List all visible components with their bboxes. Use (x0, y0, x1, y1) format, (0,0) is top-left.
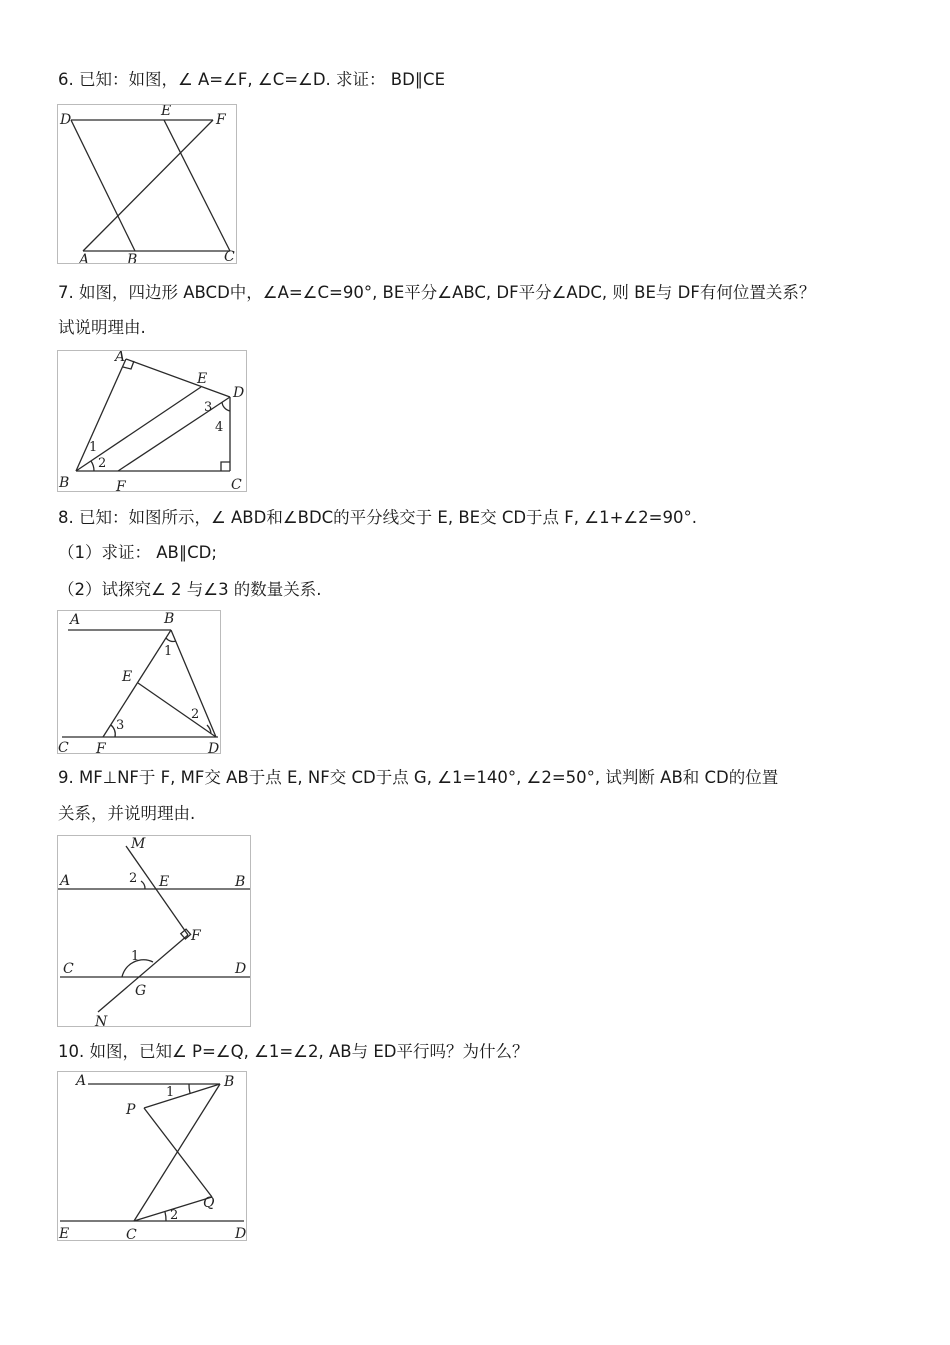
figure-9 (57, 835, 251, 1027)
label-angle-2: 2 (98, 456, 107, 471)
label-D: D (233, 385, 245, 401)
diagram-stroke (126, 846, 188, 935)
label-angle-1: 1 (131, 949, 140, 964)
label-F: F (116, 479, 126, 493)
label-E: E (159, 874, 170, 890)
problem-8-line1: 8. 已知：如图所示，∠ ABD和∠BDC的平分线交于 E, BE交 CD于点 F, ∠1+∠2=90°. (58, 508, 697, 527)
label-E: E (122, 669, 133, 685)
label-D: D (208, 741, 220, 755)
diagram-stroke (144, 1084, 220, 1108)
label-B: B (235, 874, 246, 890)
diagram-stroke (221, 462, 230, 471)
label-E: E (59, 1226, 70, 1242)
label-C: C (58, 740, 69, 755)
figure-9-diagram (58, 836, 251, 1027)
label-B: B (59, 475, 70, 491)
diagram-stroke (103, 630, 171, 737)
label-P: P (126, 1102, 136, 1118)
diagram-stroke (189, 1084, 190, 1093)
diagram-stroke (126, 359, 230, 397)
figure-8-diagram (58, 611, 221, 754)
problem-7-line2: 试说明理由. (58, 318, 146, 337)
problem-8-line2: （1）求证： AB∥CD; (58, 543, 217, 562)
label-A: A (60, 873, 71, 889)
label-E: E (197, 371, 208, 387)
diagram-stroke (91, 461, 94, 471)
figure-6 (57, 104, 237, 264)
label-A: A (76, 1073, 87, 1089)
label-E: E (161, 105, 172, 119)
label-A: A (79, 252, 90, 265)
label-F: F (216, 112, 226, 128)
problem-6-text: 6. 已知：如图，∠ A=∠F, ∠C=∠D. 求证： BD∥CE (58, 70, 446, 89)
problem-7-line1: 7. 如图，四边形 ABCD中，∠A=∠C=90°, BE平分∠ABC, DF平分∠ADC, 则 BE与 DF有何位置关系？ (58, 283, 816, 302)
label-C: C (126, 1227, 137, 1242)
label-M: M (131, 836, 146, 852)
figure-7 (57, 350, 247, 492)
problem-8-line3: （2）试探究∠ 2 与∠3 的数量关系. (58, 580, 322, 599)
problem-9-line2: 关系，并说明理由. (58, 804, 196, 823)
diagram-stroke (141, 881, 145, 889)
diagram-stroke (144, 1108, 212, 1197)
diagram-stroke (118, 397, 230, 471)
label-A: A (70, 612, 81, 628)
label-D: D (235, 1226, 247, 1242)
label-D: D (235, 961, 247, 977)
figure-10 (57, 1071, 247, 1241)
label-F: F (191, 928, 201, 944)
problem-10-text: 10. 如图，已知∠ P=∠Q, ∠1=∠2, AB与 ED平行吗？为什么？ (58, 1042, 529, 1061)
figure-7-diagram (58, 351, 247, 492)
label-angle-1: 1 (164, 644, 173, 659)
label-angle-2: 2 (170, 1208, 179, 1223)
label-D: D (60, 112, 72, 128)
label-B: B (224, 1074, 235, 1090)
label-G: G (135, 983, 147, 999)
label-A: A (115, 351, 126, 365)
label-angle-3: 3 (204, 400, 213, 415)
label-C: C (231, 477, 242, 493)
label-angle-2: 2 (129, 871, 138, 886)
problem-9-line1: 9. MF⊥NF于 F, MF交 AB于点 E, NF交 CD于点 G, ∠1=140°, ∠2=50°, 试判断 AB和 CD的位置 (58, 768, 779, 787)
label-C: C (224, 249, 235, 265)
diagram-stroke (164, 120, 230, 251)
label-F: F (96, 741, 106, 755)
label-B: B (127, 252, 138, 265)
label-angle-4: 4 (215, 420, 224, 435)
figure-8 (57, 610, 221, 754)
diagram-stroke (165, 1212, 166, 1221)
label-angle-3: 3 (116, 718, 125, 733)
label-angle-1: 1 (166, 1085, 175, 1100)
figure-6-diagram (58, 105, 237, 264)
diagram-stroke (111, 725, 115, 737)
label-Q: Q (203, 1195, 215, 1211)
label-N: N (95, 1014, 108, 1028)
figure-10-diagram (58, 1072, 247, 1241)
label-angle-1: 1 (89, 440, 98, 455)
label-C: C (63, 961, 74, 977)
diagram-stroke (222, 402, 230, 411)
label-angle-2: 2 (191, 707, 200, 722)
label-B: B (164, 611, 175, 627)
diagram-stroke (98, 935, 188, 1012)
